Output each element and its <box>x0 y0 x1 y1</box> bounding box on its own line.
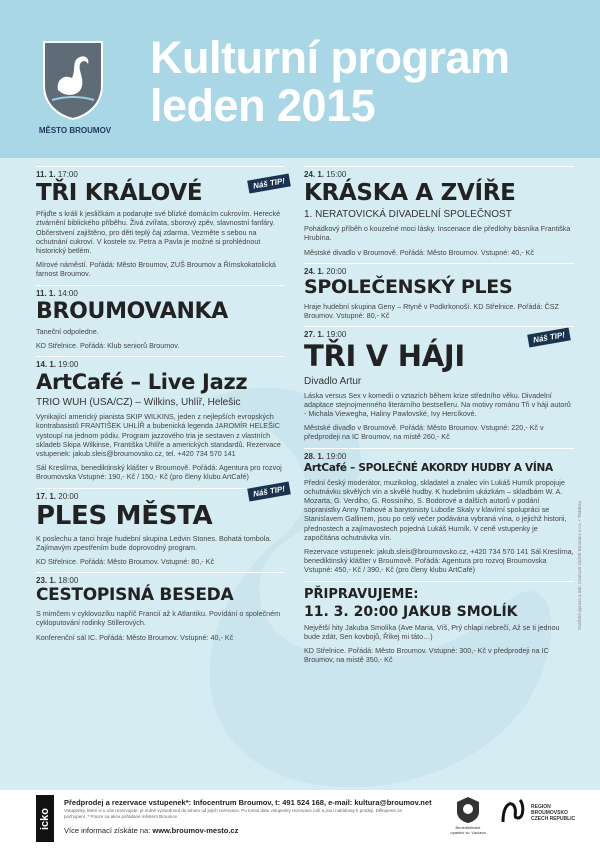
event-tri-v-haji <box>304 326 574 441</box>
event-title: SPOLEČENSKÝ PLES <box>304 275 513 298</box>
event-title: CESTOPISNÁ BESEDA <box>36 585 234 606</box>
event-date: 24. 1. 15:00 <box>304 170 347 179</box>
right-column <box>304 166 574 670</box>
event-date: 28. 1. 19:00 <box>304 451 347 461</box>
tip-badge: Náš TIP! <box>247 481 291 501</box>
event-date: 17. 1. 20:00 <box>36 491 79 501</box>
title-line-1: Kulturní program <box>150 32 510 83</box>
preparing-section <box>304 581 574 665</box>
region-logo <box>500 796 580 826</box>
event-title: TŘI KRÁLOVÉ <box>36 180 203 206</box>
region-logo-text: REGION BROUMOVSKO CZECH REPUBLIC <box>531 804 576 822</box>
preparing-event: 11. 3. 20:00 JAKUB SMOLÍK <box>304 603 518 620</box>
event-title: ArtCafé – SPOLEČNÉ AKORDY HUDBY A VÍNA <box>304 461 553 474</box>
event-kraska-a-zvire <box>304 166 574 257</box>
event-venue: Sál Kreslírna, benediktinský klášter v Broumově. Pořádá: Agentura pro rozvoj Broumovska Vstupné: 190,- Kč / 150,- Kč (pro členy klubu ArtCafé) <box>36 463 282 482</box>
town-crest-icon <box>42 40 104 120</box>
event-venue: KD Střelnice. Pořádá: Město Broumov. Vstupné: 80,- Kč <box>36 557 215 567</box>
event-venue: Rezervace vstupenek: jakub.sleis@broumovsko.cz, +420 734 570 141 Sál Kreslírna, benediktinský klášter v Broumově. Pořádá: Agentura pro rozvoj Broumovska Vstupné: 450,- Kč / 390,- Kč (pro členy klubu ArtCafé) <box>304 546 574 575</box>
event-date: 23. 1. 18:00 <box>36 576 79 586</box>
event-description: K poslechu a tanci hraje hudební skupina Ledvin Stones. Bohatá tombola. Zajímavým zpestřením bude doprovodný program. <box>36 533 272 553</box>
footer-more-info: Více informací získáte na: www.broumov-mesto.cz <box>64 826 239 835</box>
preparing-venue: KD Střelnice. Pořádá: Město Broumov. Vstupné: 300,- Kč v předprodeji na IC Broumov, na místě 350,- Kč <box>304 646 549 665</box>
event-date: 14. 1. 19:00 <box>36 360 79 370</box>
footer-note: Vstupenky, které si u nás rezervujete, je nutné vyzvednout do tohoto od jejich rezervace. Po tomto datu vstupenky rezervace ruší a jsou nabídnuty k prodeji. Děkujeme za pochopení. * Pouze na akce pořádané městem Broumov <box>64 808 402 819</box>
footer-website-link[interactable]: www.broumov-mesto.cz <box>152 826 239 835</box>
event-subtitle: TRIO WUH (USA/CZ) – Wilkins, Uhlíř, Helešic <box>36 397 241 409</box>
event-venue: Městské divadlo v Broumově. Pořádá: Město Broumov. Vstupné: 40,- Kč <box>304 247 534 257</box>
title-line-2: leden 2015 <box>150 80 376 131</box>
event-subtitle: 1. NERATOVICKÁ DIVADELNÍ SPOLEČNOST <box>304 209 512 221</box>
event-description: Přijďte s králi k jesličkám a podarujte své blízké domácím cukrovím. Herecké ztvárnění biblického příběhu. Živá zvířata, sborový zpěv, slavnostní fanfáry. Občerstvení zajištěno, pro děti teplý čaj zdarma. Vezměte s sebou na ochutnání cukroví. V kostele sv. Petra a Pavla je možné si prohlédnout historický betlém. <box>36 209 281 255</box>
event-description: Láska versus Sex v komedii o vztazích během krize středního věku. Divadelní adaptace stejnojmenného literárního bestselleru. Na motivy románu Tři v háji autorů - Michala Viewegha, Haliny Pawlovské, Ivy Hercíkové. <box>304 390 571 418</box>
event-date: 11. 1. 14:00 <box>36 288 78 298</box>
event-description: Vynikající americký pianista SKIP WILKINS, jeden z nejlepších evropských kontrabasistů FRANTIŠEK UHLÍŘ a bubenická legenda JAROMÍR HELEŠIC vystoupí na jednom pódiu. Program jazzového tria je sestaven z vlastních skladeb Skipa Wilkinse, Františka Uhlíře a amerických standardů. Rezervace vstupenek: jakub.sleis@broumovsko.cz, tel. +420 734 570 141 <box>36 412 281 458</box>
event-title: PLES MĚSTA <box>36 500 213 531</box>
event-venue: KD Střelnice. Pořádá: Klub seniorů Broumov. <box>36 340 180 350</box>
page-title <box>150 34 510 130</box>
event-subtitle: Divadlo Artur <box>304 375 362 387</box>
footer-presale-info: Předprodej a rezervace vstupenek*: Infocentrum Broumov, t: 491 524 168, e-mail: kultura@broumov.net <box>64 798 432 807</box>
event-description: Přední český moderátor, muzikolog, skladatel a znalec vín Lukáš Hurník propojuje ochutnávku skvělých vín a skvělé hudby. K hudebním ukázkám – skladbám W. A. Mozarta, G. Verdiho, G. Rossiniho, S. Bodorové a dalších autorů v podání sopranistky Anny Trahové a barytonisty Luboše Skaly v klavírní spolupráci se Stanislavem Gallinem, jsou po celý večer podávána vybraná vína, o jejichž historii, přednostech a zajímavostech pojedná Lukáš Hurník. V ceně vstupenky je započítána ochutnávka vín. <box>304 477 567 542</box>
event-description: S mimčem v cyklovozíku napříč Francií až k Atlantiku. Povídání o společném cykloputování rodinky Stillerových. <box>36 609 281 628</box>
preparing-heading: PŘIPRAVUJEME: <box>304 586 419 602</box>
event-venue: Konferenční sál IC. Pořádá: Město Broumov. Vstupné: 40,- Kč <box>36 632 234 642</box>
event-description: Taneční odpoledne. <box>36 326 99 336</box>
print-credit: Grafická úprava a tisk: Centrum služeb Broumov s.r.o. • Tiskárna <box>577 501 582 630</box>
event-spolecensky-ples <box>304 263 574 320</box>
event-cestopisna-beseda <box>36 572 284 641</box>
event-broumovanka <box>36 285 284 351</box>
event-date: 11. 1. 17:00 <box>36 170 78 179</box>
footer <box>0 790 600 848</box>
event-artcafe-akordy <box>304 448 574 575</box>
left-column <box>36 166 284 648</box>
event-description: Pohádkový příběh o kouzelné moci lásky. Inscenace dle předlohy básníka Františka Hrubína. <box>304 224 571 243</box>
event-artcafe-jazz <box>36 356 284 481</box>
region-swirl-icon <box>500 796 528 826</box>
header-banner <box>0 0 600 158</box>
program-content <box>0 158 600 790</box>
event-venue: Mírové náměstí. Pořádá: Město Broumov, ZUŠ Broumov a Římskokatolická farnost Broumov. <box>36 260 276 279</box>
event-title: KRÁSKA A ZVÍŘE <box>304 180 516 206</box>
abbey-logo-text: Benediktinské opatství sv. Václava <box>450 825 486 835</box>
preparing-description: Největší hity Jakuba Smolíka (Ave Maria, Víš, Prý chlapi nebrečí, Až se ti jednou bude zdát, Sen kovbojů, Říkej mi táto…) <box>304 622 560 641</box>
icko-logo: icko <box>36 795 54 842</box>
tip-badge: Náš TIP! <box>527 328 571 348</box>
event-title: BROUMOVANKA <box>36 298 229 324</box>
tip-badge: Náš TIP! <box>247 173 291 193</box>
event-description: Hraje hudební skupina Geny – Rtyně v Podkrkonoší. KD Střelnice. Pořádá: ČSZ Broumov. Vstupné: 80,- Kč <box>304 301 559 320</box>
event-date: 24. 1. 20:00 <box>304 266 347 276</box>
event-date: 27. 1. 19:00 <box>304 330 347 340</box>
event-title: TŘI V HÁJI <box>304 339 465 374</box>
event-title: ArtCafé – Live Jazz <box>36 370 248 395</box>
abbey-crest-icon <box>455 796 481 824</box>
event-tri-kralove <box>36 166 284 279</box>
event-venue: Městské divadlo v Broumově. Pořádá: Město Broumov. Vstupné: 220,- Kč v předprodeji na IC Broumov, na místě 260,- Kč <box>304 423 544 442</box>
event-ples-mesta <box>36 483 286 567</box>
abbey-logo <box>450 796 486 835</box>
town-name: MĚSTO BROUMOV <box>38 126 112 135</box>
